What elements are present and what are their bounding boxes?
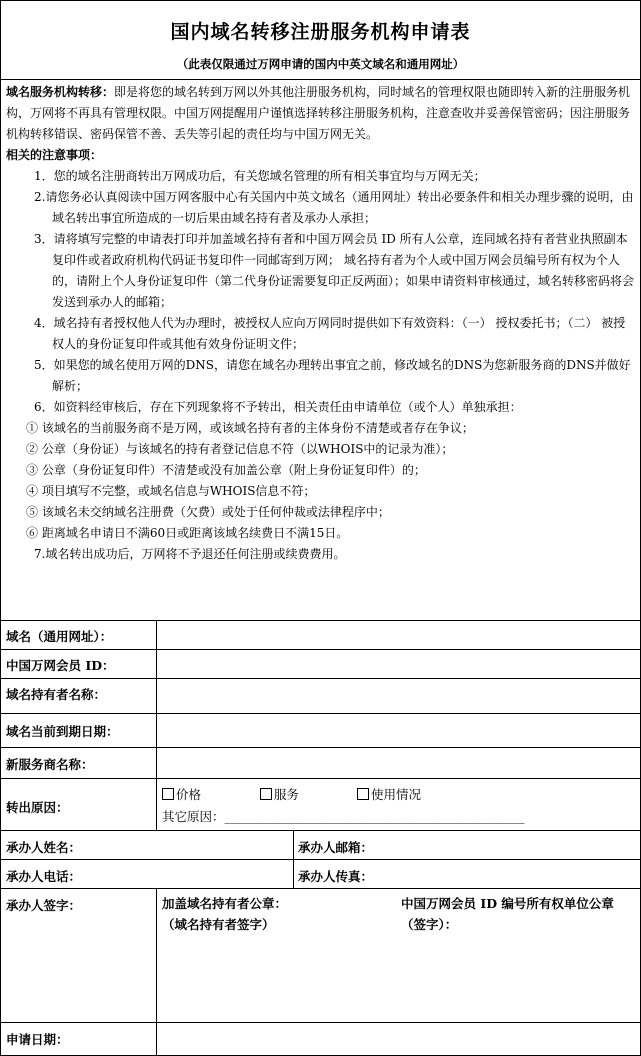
table-line	[1, 649, 640, 650]
table-line	[1, 620, 640, 621]
holder-name-label: 域名持有者名称：	[6, 687, 107, 702]
other-reason-field[interactable]: 其它原因：________________________________________________	[162, 809, 525, 824]
reason-label: 转出原因：	[6, 800, 69, 815]
condition-item: ① 该域名的当前服务商不是万网，或该域名持有者的主体身份不清楚或者存在争议；	[26, 421, 474, 435]
holder-seal-line1: 加盖域名持有者公章：	[162, 896, 288, 911]
reason-option-usage[interactable]: 使用情况	[357, 785, 421, 803]
intro-text: 即是将您的域名转到万网以外其他注册服务机构，同时域名的管理权限也随即转入新的注册服务机构，万网将不再具有管理权限。中国万网提醒用户谨慎选择转移注册服务机构，注意查收并妥善保管密码；因注册服务机构转移错误、密码保管不善、丢失等引起的责任均与中国万网无关。	[6, 85, 631, 141]
checkbox-icon[interactable]	[260, 788, 272, 800]
reason-option-service[interactable]: 服务	[260, 785, 299, 803]
intro-label: 域名服务机构转移：	[6, 85, 115, 99]
note-item: 5．如果您的域名使用万网的DNS，请您在域名办理转出事宜之前，修改域名的DNS为您新服务商的DNS并做好解析；	[34, 358, 631, 393]
contact-name-label: 承办人姓名：	[6, 840, 82, 855]
member-seal-block: 中国万网会员 ID 编号所有权单位公章（签字）：	[401, 896, 614, 932]
checkbox-icon[interactable]	[162, 788, 174, 800]
contact-signature-label: 承办人签字：	[6, 898, 82, 913]
contact-phone-label: 承办人电话：	[6, 869, 82, 884]
table-line	[156, 888, 157, 1022]
condition-item: ③ 公章（身份证复印件）不清楚或没有加盖公章（附上身份证复印件）的；	[26, 463, 426, 477]
apply-date-label: 申请日期：	[6, 1032, 69, 1047]
contact-email-label: 承办人邮箱：	[298, 840, 374, 855]
note-item: 2.请您务必认真阅读中国万网客服中心有关国内中英文域名（通用网址）转出必要条件和相关办理步骤的说明，由域名转出事宜所造成的一切后果由域名持有者及承办人承担；	[34, 190, 634, 225]
new-provider-label: 新服务商名称：	[6, 757, 94, 772]
table-line	[1, 713, 640, 714]
table-line	[1, 678, 640, 679]
note-item: 3．请将填写完整的申请表打印并加盖域名持有者和中国万网会员 ID 所有人公章，连同域名持有者营业执照副本复印件或者政府机构代码证书复印件一同邮寄到万网； 域名持有者为个人或中国万网会员编号所有权为个人的，请附上个人身份证复印件（第二代身份证需要复印正反两面）；如果申请资料审核通过，域名转移密码将会发送到承办人的邮箱；	[34, 232, 635, 309]
table-line	[1, 859, 640, 860]
note-item: 4．域名持有者授权他人代为办理时，被授权人应向万网同时提供如下有效资料：（一） 授权委托书；（二） 被授权人的身份证复印件或其他有效身份证明文件；	[34, 316, 626, 351]
table-line	[1, 1022, 640, 1023]
reason-option-price[interactable]: 价格	[162, 785, 201, 803]
table-line	[293, 830, 294, 888]
form-subtitle: （此表仅限通过万网申请的国内中英文域名和通用网址）	[176, 57, 465, 71]
contact-fax-label: 承办人传真：	[298, 869, 374, 884]
member-id-label: 中国万网会员 ID：	[6, 658, 115, 673]
notes-heading: 相关的注意事项：	[6, 148, 103, 162]
form-title: 国内域名转移注册服务机构申请表	[170, 21, 471, 43]
table-line	[156, 1022, 157, 1055]
holder-seal-block	[162, 893, 377, 935]
intro-paragraph	[6, 82, 636, 145]
table-line	[1, 778, 640, 779]
divider	[1, 79, 640, 80]
checkbox-icon[interactable]	[357, 788, 369, 800]
holder-seal-line2: （域名持有者签字）	[162, 917, 275, 932]
table-line	[1, 830, 640, 831]
note-item: 7.域名转出成功后，万网将不予退还任何注册或续费费用。	[34, 547, 346, 561]
table-line	[1, 747, 640, 748]
condition-item: ④ 项目填写不完整，或域名信息与WHOIS信息不符；	[26, 484, 316, 498]
table-line	[156, 620, 157, 830]
domain-name-label: 域名（通用网址）：	[6, 629, 113, 644]
condition-item: ⑤ 该域名未交纳域名注册费（欠费）或处于任何仲裁或法律程序中；	[26, 505, 390, 519]
table-line	[1, 888, 640, 889]
condition-item: ⑥ 距离域名申请日不满60日或距离该域名续费日不满15日。	[26, 526, 349, 540]
note-item: 1．您的域名注册商转出万网成功后，有关您域名管理的所有相关事宜均与万网无关；	[34, 169, 486, 183]
condition-item: ② 公章（身份证）与该域名的持有者登记信息不符（以WHOIS中的记录为准）；	[26, 442, 454, 456]
expiry-date-label: 域名当前到期日期：	[6, 724, 119, 739]
notice-section	[6, 82, 636, 565]
note-item: 6．如资料经审核后，存在下列现象将不予转出，相关责任由申请单位（或个人）单独承担：	[34, 400, 522, 414]
